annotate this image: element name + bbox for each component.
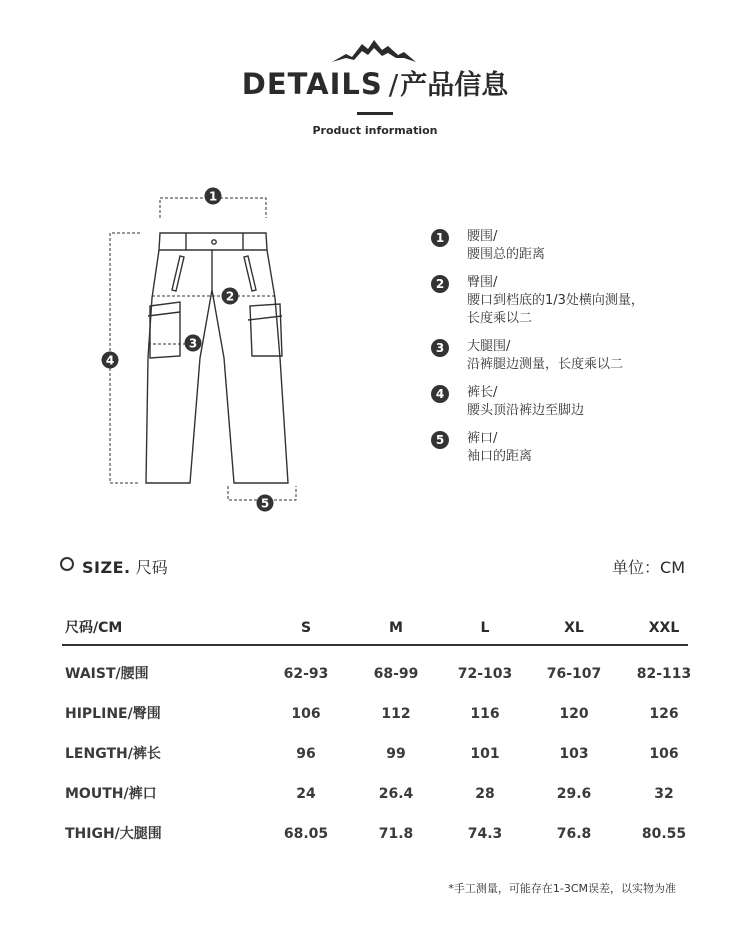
size-heading-en: SIZE. <box>82 558 131 577</box>
waistband-outline <box>159 233 267 250</box>
header-size-cm: 尺码/CM <box>65 620 123 636</box>
table-cell: 28 <box>475 786 495 802</box>
marker-2-group <box>222 288 239 305</box>
row-label: THIGH/大腿围 <box>65 826 162 842</box>
table-row <box>62 734 688 774</box>
table-cell: 71.8 <box>378 826 414 842</box>
legend-title: 臀围/ <box>467 275 498 290</box>
marker-1: 1 <box>208 189 218 204</box>
table-row <box>62 654 692 694</box>
header-m: M <box>389 620 403 636</box>
legend-desc: 腰围总的距离 <box>467 247 546 262</box>
legend-desc-2: 长度乘以二 <box>467 311 533 326</box>
table-header-row <box>62 612 688 646</box>
table-cell: 99 <box>386 746 406 762</box>
size-heading <box>82 555 168 578</box>
unit-label: 单位：CM <box>612 558 685 577</box>
table-cell: 126 <box>649 706 679 722</box>
table-cell: 120 <box>559 706 589 722</box>
table-row <box>62 774 688 814</box>
legend-item-mouth <box>431 430 731 466</box>
row-label: HIPLINE/臀围 <box>65 706 161 722</box>
table-cell: 76-107 <box>546 666 602 682</box>
table-row <box>62 814 688 854</box>
mountain-logo-icon <box>332 36 416 66</box>
legend-desc: 腰头顶沿裤边至脚边 <box>467 403 585 418</box>
legend-number: 4 <box>431 385 449 403</box>
row-label: WAIST/腰围 <box>65 666 149 682</box>
table-cell: 32 <box>654 786 674 802</box>
marker-2: 2 <box>225 289 235 304</box>
marker-3-group <box>185 335 202 352</box>
table-cell: 72-103 <box>457 666 513 682</box>
table-cell: 96 <box>296 746 316 762</box>
legend-title: 大腿围/ <box>467 339 511 354</box>
marker-5: 5 <box>260 496 270 511</box>
legend-item-waist <box>431 228 731 264</box>
row-label: LENGTH/裤长 <box>65 746 161 762</box>
title-en: DETAILS <box>241 67 383 101</box>
legend-desc: 袖口的距离 <box>467 449 533 464</box>
size-heading-cn: 尺码 <box>135 558 168 577</box>
legend-title: 腰围/ <box>467 229 498 244</box>
title-separator: / <box>388 68 399 101</box>
page-title <box>0 66 750 104</box>
table-cell: 101 <box>470 746 500 762</box>
table-cell: 62-93 <box>283 666 329 682</box>
table-cell: 106 <box>649 746 679 762</box>
size-circle-icon <box>60 557 74 571</box>
marker-4-group <box>102 352 119 369</box>
measurement-legend <box>431 228 731 476</box>
marker-3: 3 <box>188 336 198 351</box>
left-cargo-pocket <box>150 302 180 358</box>
table-cell: 24 <box>296 786 316 802</box>
marker-5-group <box>257 495 274 512</box>
marker-4: 4 <box>105 353 115 368</box>
legend-number: 1 <box>431 229 449 247</box>
header-l: L <box>480 620 490 636</box>
size-table <box>62 612 692 854</box>
legend-title: 裤口/ <box>467 431 498 446</box>
table-cell: 80.55 <box>641 826 687 842</box>
table-cell: 26.4 <box>378 786 414 802</box>
table-cell: 116 <box>470 706 500 722</box>
table-cell: 74.3 <box>467 826 503 842</box>
legend-title: 裤长/ <box>467 385 498 400</box>
legend-desc: 腰口到档底的1/3处横向测量， <box>467 293 644 308</box>
table-cell: 68.05 <box>283 826 329 842</box>
table-cell: 68-99 <box>373 666 419 682</box>
title-cn: 产品信息 <box>400 70 509 101</box>
legend-item-hip <box>431 274 731 328</box>
page-subtitle: Product information <box>312 124 438 137</box>
marker-1-group <box>205 188 222 205</box>
pants-measurement-diagram <box>100 178 310 518</box>
table-cell: 103 <box>559 746 589 762</box>
title-underline <box>357 112 393 115</box>
legend-item-thigh <box>431 338 731 374</box>
table-cell: 82-113 <box>636 666 692 682</box>
measurement-footnote: *手工测量，可能存在1-3CM误差，以实物为准 <box>448 882 676 895</box>
pants-body-outline <box>146 250 288 483</box>
table-cell: 76.8 <box>556 826 592 842</box>
legend-number: 5 <box>431 431 449 449</box>
header-xxl: XXL <box>648 620 680 636</box>
table-row <box>62 694 688 734</box>
legend-desc: 沿裤腿边测量，长度乘以二 <box>467 357 624 372</box>
header-s: S <box>300 620 312 636</box>
legend-number: 2 <box>431 275 449 293</box>
table-cell: 112 <box>381 706 411 722</box>
table-cell: 29.6 <box>556 786 592 802</box>
row-label: MOUTH/裤口 <box>65 786 157 802</box>
legend-number: 3 <box>431 339 449 357</box>
table-cell: 106 <box>291 706 321 722</box>
header-xl: XL <box>564 620 584 636</box>
legend-item-length <box>431 384 731 420</box>
